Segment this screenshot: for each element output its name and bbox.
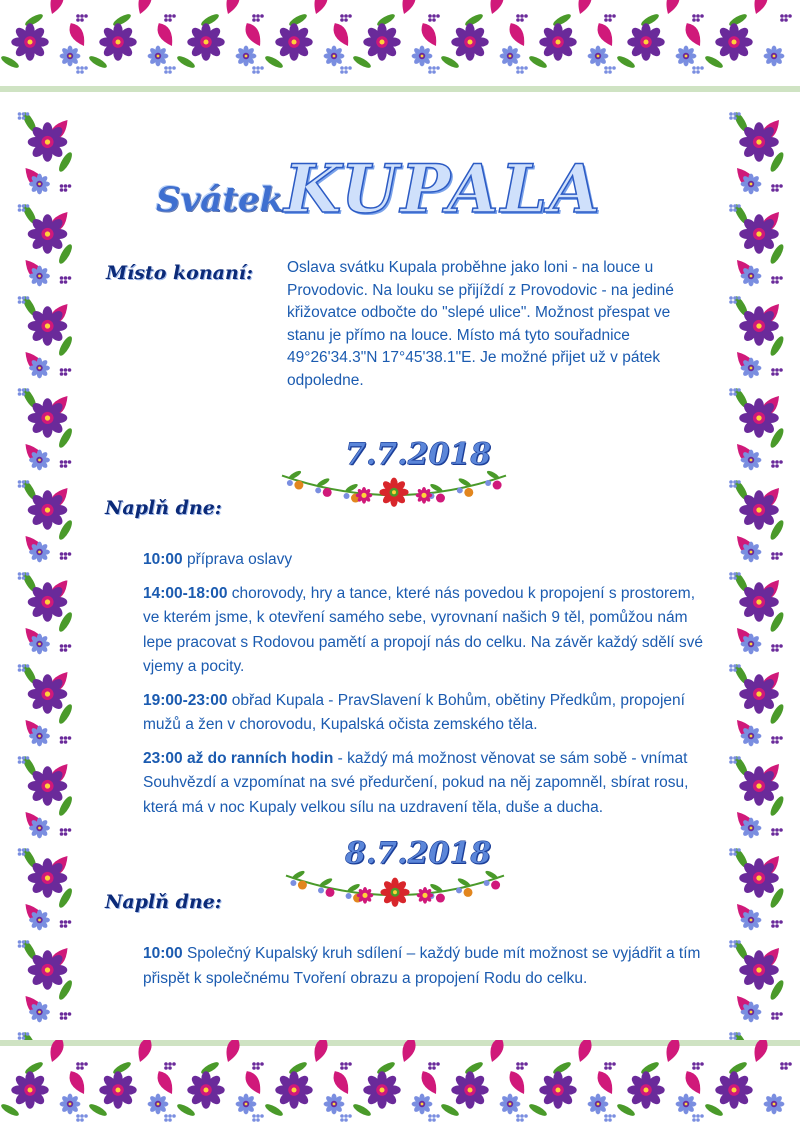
entry-time: 10:00 <box>143 551 183 568</box>
program-entry <box>143 942 708 991</box>
page-title <box>150 150 670 230</box>
floral-border-top <box>0 0 800 92</box>
venue-description: Oslava svátku Kupala proběhne jako loni - na louce u Provodovic. Na louku se přijíždí z Provodovic - na jediné křižovatce odbočte do "slepé ulice". Možnost přespat ve stanu je přímo na louce. Místo má tyto souřadnice 49°26'34.3"N 17°45'38.1"E. Je možné přijet už v pátek odpoledne. <box>287 259 674 389</box>
floral-border-left <box>0 92 95 1040</box>
day-1-date: 7.7.2018 <box>345 437 492 472</box>
program-entry <box>143 548 708 573</box>
entry-text: Společný Kupalský kruh sdílení – každý bude mít možnost se vyjádřit a tím přispět k společnému Tvoření obrazu a propojení Rodu do celku. <box>143 945 701 987</box>
entry-time: 10:00 <box>143 945 183 962</box>
program-entry <box>143 747 708 821</box>
venue-label: Místo konaní: <box>106 262 254 284</box>
program-entry <box>143 689 708 738</box>
program-entry <box>143 582 708 680</box>
day-2-date: 8.7.2018 <box>345 836 492 871</box>
entry-text: - každý má možnost věnovat se sám sobě - vnímat Souhvězdí a vzpomínat na své předurčení, pokud na něj zapomněl, sbírat rosu, která má v noc Kupaly velkou sílu na uzdravení těla, duše a ducha. <box>143 749 689 816</box>
entry-time: 14:00-18:00 <box>143 584 228 602</box>
entry-time: 23:00 až do ranních hodin <box>143 749 334 767</box>
entry-text: příprava oslavy <box>182 551 293 568</box>
floral-border-bottom <box>0 1040 800 1132</box>
day-1-program-label: Naplň dne: <box>105 497 222 519</box>
day-2-program <box>143 942 708 1000</box>
entry-time: 19:00-23:00 <box>143 691 228 709</box>
entry-text: obřad Kupala - PravSlavení k Bohům, obětiny Předkům, propojení mužů a žen v chorovodu, Kupalská očista zemského těla. <box>143 691 685 733</box>
floral-garland-icon <box>280 860 510 912</box>
entry-text: chorovody, hry a tance, které nás povedou k propojení s prostorem, ve kterém jsme, k otevření samého sebe, vyrovnaní našich 9 těl, pomůžou nám lepe pracovat s Rodovou pamětí a propojí nás do celku. Na závěr každý sdělí své vjemy a pocity. <box>143 584 704 675</box>
title-small: Svátek <box>156 180 284 220</box>
floral-garland-icon <box>276 460 512 512</box>
day-2-program-label: Naplň dne: <box>105 891 222 913</box>
floral-border-right <box>718 92 800 1040</box>
title-big: KUPALA <box>284 150 603 228</box>
day-1-program <box>143 548 708 829</box>
